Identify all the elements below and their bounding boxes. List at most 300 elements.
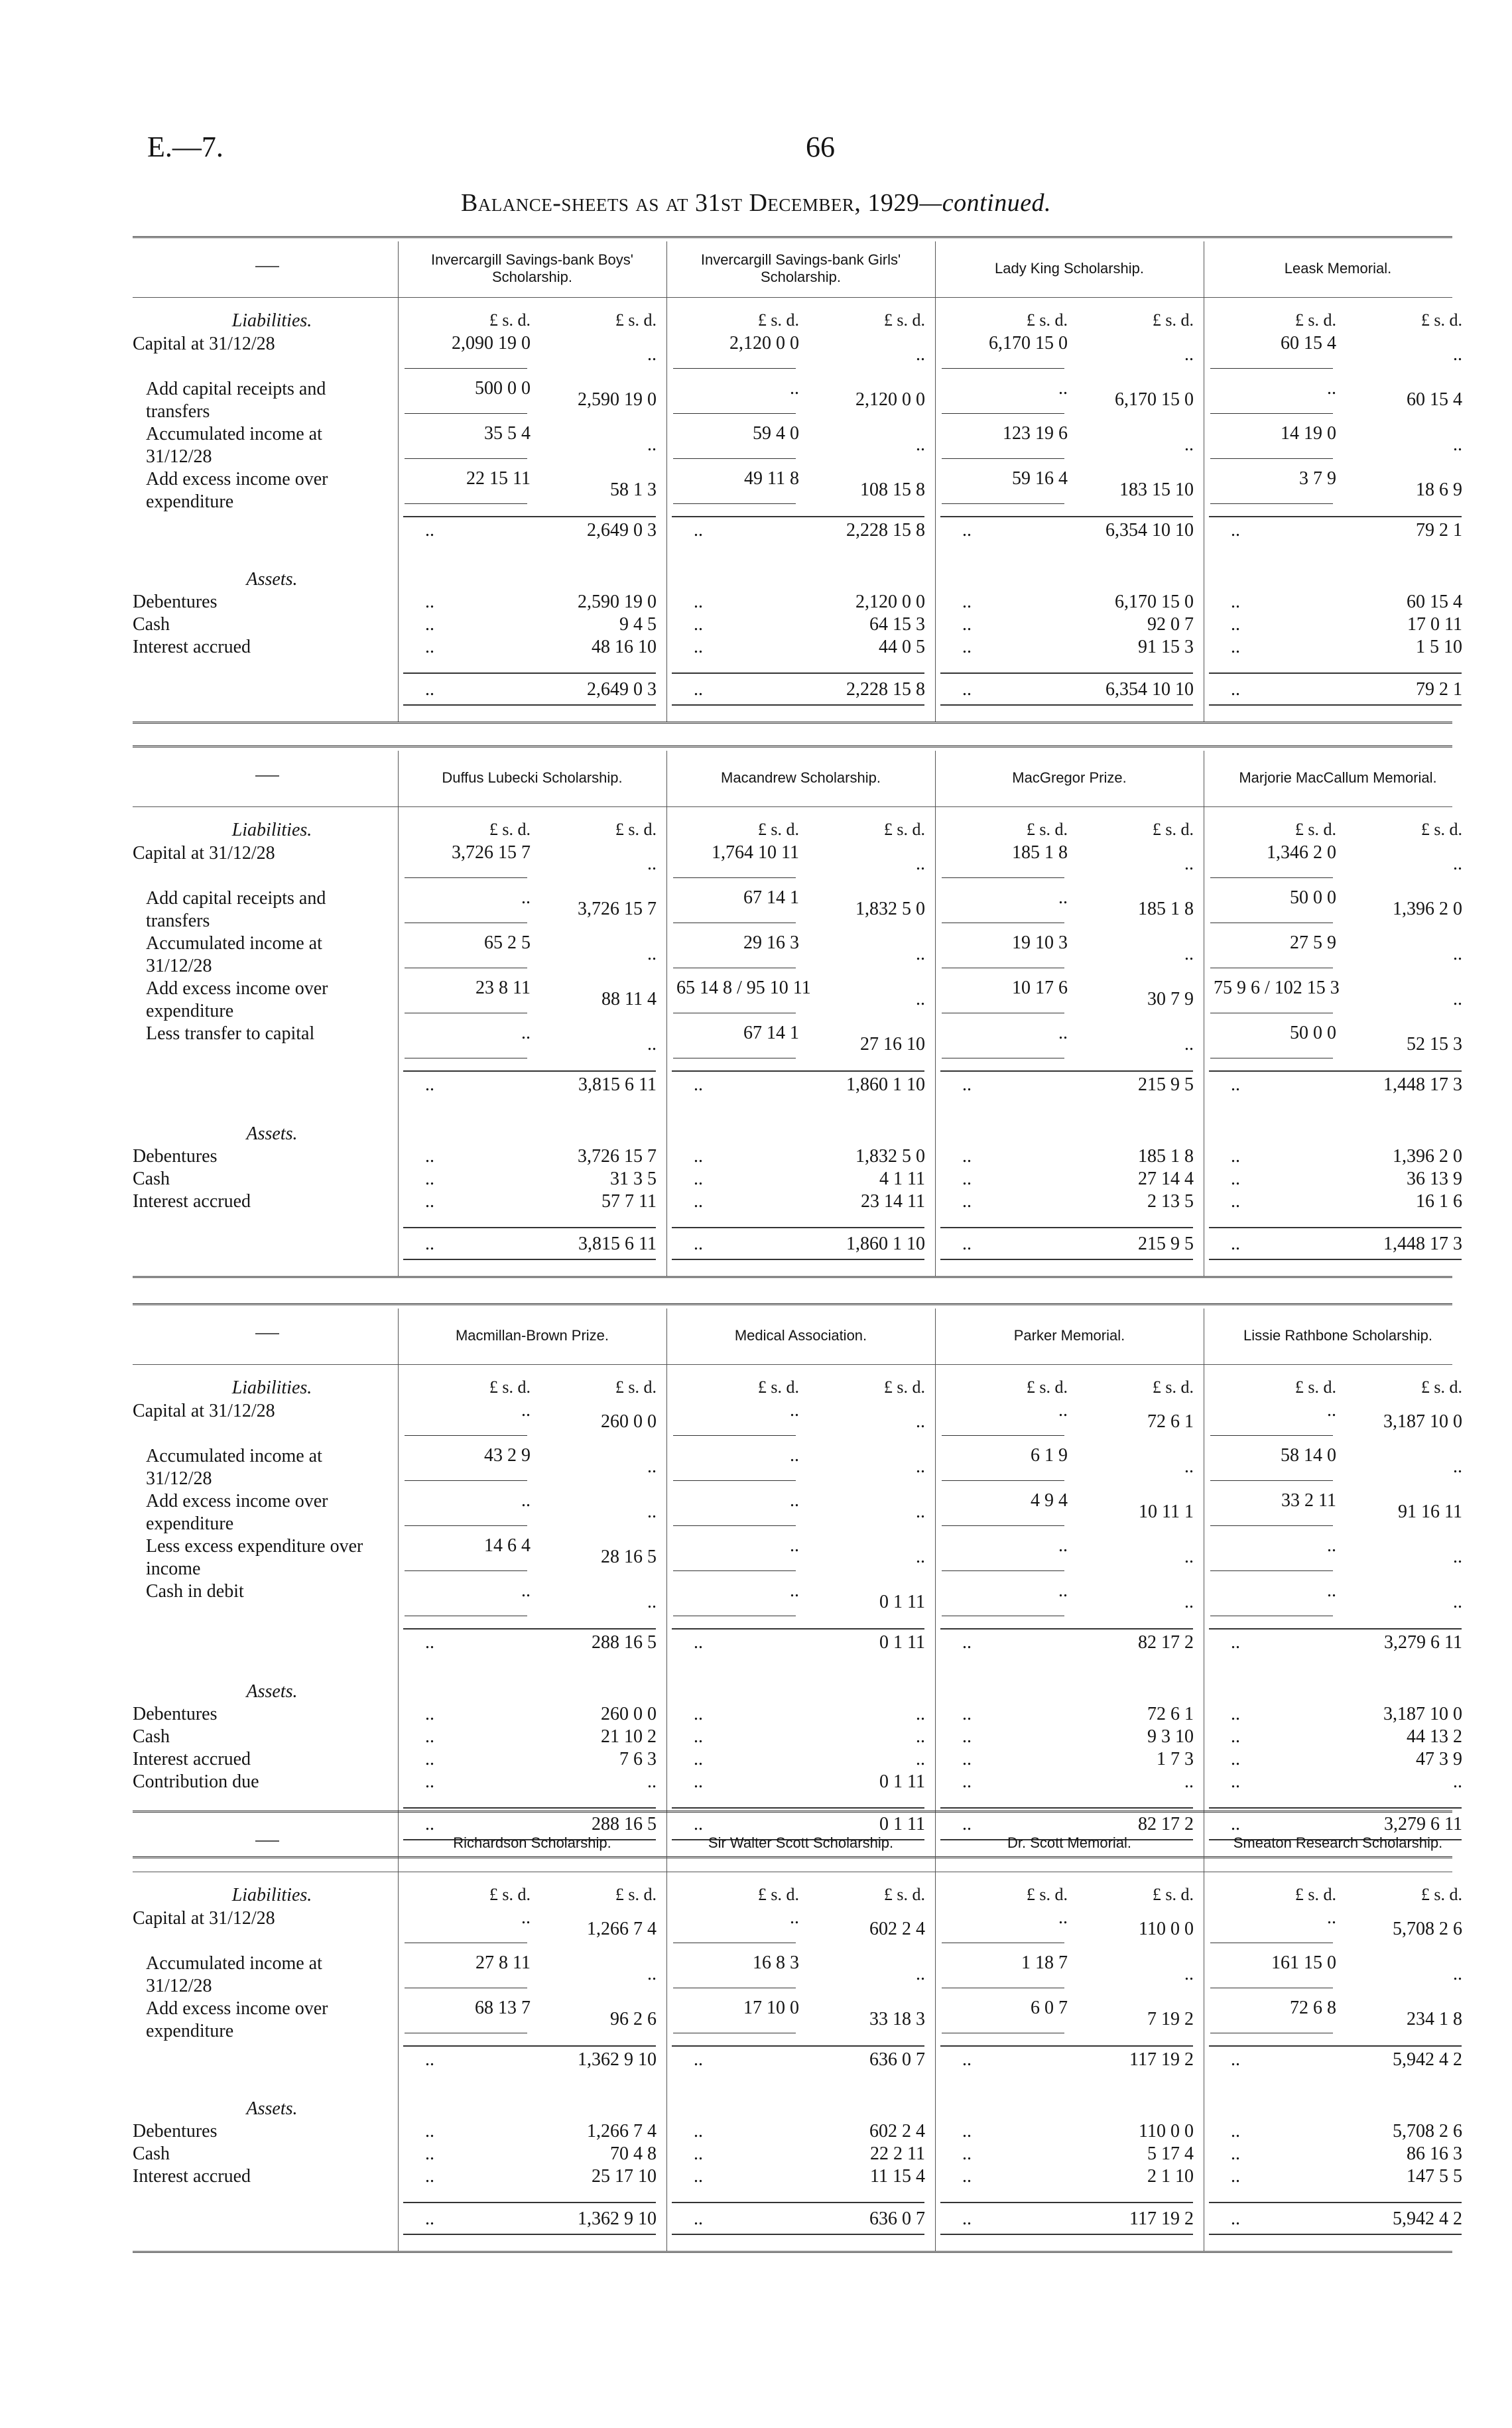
liability-value: 10 11 1 <box>1139 1502 1194 1522</box>
asset-value: 22 2 11 <box>870 2143 925 2164</box>
liability-label: Add excess income over expenditure <box>146 469 328 512</box>
total-bottom-rule <box>940 704 1193 706</box>
asset-dots: .. <box>1231 1191 1240 1212</box>
total-dots: .. <box>694 1814 703 1834</box>
liability-value: 17 10 0 <box>743 1998 799 2018</box>
total-bottom-rule <box>1209 1259 1462 1260</box>
asset-label: Cash <box>133 1726 170 1747</box>
liability-value: .. <box>647 944 657 964</box>
asset-value: 57 7 11 <box>601 1191 657 1212</box>
liability-value: .. <box>1327 1580 1336 1601</box>
column-header: Sir Walter Scott Scholarship. <box>708 1834 894 1851</box>
subtotal-rule <box>1210 1435 1333 1436</box>
asset-total: 117 19 2 <box>1129 2208 1194 2229</box>
liability-value: 183 15 10 <box>1119 479 1194 500</box>
asset-dots: .. <box>962 1749 972 1769</box>
liability-value: 14 6 4 <box>484 1535 531 1556</box>
asset-total: 1,448 17 3 <box>1383 1234 1462 1254</box>
unit-header: £ s. d. <box>1294 820 1336 839</box>
liability-label: Accumulated income at 31/12/28 <box>146 1953 322 1996</box>
total-rule <box>940 1070 1193 1072</box>
asset-value: 3,726 15 7 <box>578 1146 657 1167</box>
column-header: Macmillan-Brown Prize. <box>455 1326 609 1344</box>
total-bottom-rule <box>672 1259 924 1260</box>
asset-dots: .. <box>425 1191 434 1212</box>
total-rule <box>940 2202 1193 2203</box>
header-dash <box>255 266 279 267</box>
liabilities-heading: Liabilities. <box>231 1377 312 1398</box>
liability-value: .. <box>790 1907 799 1928</box>
liability-value: 19 10 3 <box>1012 932 1068 953</box>
asset-total: 215 9 5 <box>1138 1234 1194 1254</box>
liability-value: 1,266 7 4 <box>587 1919 657 1939</box>
asset-dots: .. <box>425 1146 434 1167</box>
asset-value: 0 1 11 <box>879 1771 925 1792</box>
liability-total: 79 2 1 <box>1416 520 1462 541</box>
asset-dots: .. <box>694 637 703 657</box>
column-separator <box>398 1309 399 1856</box>
asset-dots: .. <box>425 1771 434 1792</box>
unit-header: £ s. d. <box>1420 310 1462 330</box>
liability-value: .. <box>1058 887 1068 908</box>
asset-total: 3,815 6 11 <box>578 1234 657 1254</box>
liability-value: .. <box>1453 944 1462 964</box>
unit-header: £ s. d. <box>1152 820 1194 839</box>
total-dots: .. <box>694 1234 703 1254</box>
unit-header: £ s. d. <box>757 1377 799 1397</box>
unit-header: £ s. d. <box>1420 820 1462 839</box>
asset-label: Cash <box>133 614 170 635</box>
liability-value: .. <box>521 1907 531 1928</box>
subtotal-rule <box>942 413 1064 414</box>
asset-dots: .. <box>694 1146 703 1167</box>
liabilities-heading: Liabilities. <box>231 310 312 331</box>
liability-value: 29 16 3 <box>743 932 799 953</box>
column-separator <box>935 1309 936 1856</box>
asset-total: 1,860 1 10 <box>846 1234 925 1254</box>
unit-header: £ s. d. <box>489 820 531 839</box>
total-bottom-rule <box>672 2234 924 2235</box>
asset-total: 79 2 1 <box>1416 679 1462 700</box>
liability-value: 65 14 8 / 95 10 11 <box>676 978 811 998</box>
liability-value: .. <box>1453 989 1462 1009</box>
total-rule <box>940 2045 1193 2047</box>
column-separator <box>398 1816 399 2251</box>
unit-header: £ s. d. <box>1294 1885 1336 1904</box>
asset-value: 11 15 4 <box>870 2166 925 2187</box>
liability-value: .. <box>1453 1592 1462 1612</box>
asset-value: 5 17 4 <box>1147 2143 1194 2164</box>
column-header: Smeaton Research Scholarship. <box>1233 1834 1443 1851</box>
subtotal-rule <box>1210 458 1333 459</box>
liability-label: Cash in debit <box>146 1581 244 1602</box>
total-rule <box>940 1628 1193 1629</box>
asset-label: Interest accrued <box>133 1191 251 1212</box>
subtotal-rule <box>673 458 796 459</box>
asset-label: Interest accrued <box>133 1749 251 1769</box>
liability-value: 1,346 2 0 <box>1267 842 1336 863</box>
liability-value: .. <box>1184 344 1194 365</box>
liability-value: 6 0 7 <box>1031 1998 1068 2018</box>
asset-dots: .. <box>962 592 972 612</box>
liability-total: 3,279 6 11 <box>1384 1632 1462 1653</box>
liability-value: 1 18 7 <box>1021 1952 1068 1973</box>
asset-value: 64 15 3 <box>869 614 925 635</box>
total-rule <box>403 1807 656 1809</box>
asset-value: 70 4 8 <box>610 2143 657 2164</box>
asset-dots: .. <box>425 1169 434 1189</box>
liability-total: 5,942 4 2 <box>1393 2049 1462 2070</box>
subtotal-rule <box>673 368 796 369</box>
liability-value: .. <box>790 1535 799 1556</box>
asset-value: 3,187 10 0 <box>1383 1704 1462 1724</box>
subtotal-rule <box>405 1435 527 1436</box>
total-bottom-rule <box>1209 704 1462 706</box>
column-separator <box>935 751 936 1276</box>
unit-header: £ s. d. <box>615 1885 657 1904</box>
liability-value: .. <box>790 1445 799 1466</box>
liability-value: 68 13 7 <box>475 1998 531 2018</box>
liability-value: 58 1 3 <box>610 479 657 500</box>
liability-value: 1,764 10 11 <box>712 842 799 863</box>
header-bottom-rule <box>133 297 1452 298</box>
title-suffix: —continued. <box>919 189 1052 217</box>
total-rule <box>672 1070 924 1072</box>
liability-value: .. <box>647 1034 657 1054</box>
subtotal-rule <box>405 503 527 504</box>
asset-value: .. <box>1184 1771 1194 1792</box>
liability-label: Add excess income over expenditure <box>146 978 328 1021</box>
total-rule <box>403 672 656 674</box>
asset-value: 48 16 10 <box>592 637 657 657</box>
bottom-rule <box>133 1276 1452 1281</box>
liability-value: 3,726 15 7 <box>452 842 531 863</box>
column-header: Richardson Scholarship. <box>453 1834 611 1851</box>
unit-header: £ s. d. <box>1152 310 1194 330</box>
column-separator <box>666 1816 667 2251</box>
total-rule <box>940 516 1193 517</box>
subtotal-rule <box>942 458 1064 459</box>
liability-value: 161 15 0 <box>1271 1952 1336 1973</box>
subtotal-rule <box>405 458 527 459</box>
bottom-rule <box>133 2251 1452 2256</box>
subtotal-rule <box>673 1435 796 1436</box>
liability-value: .. <box>1453 854 1462 874</box>
asset-total: 5,942 4 2 <box>1393 2208 1462 2229</box>
liabilities-heading: Liabilities. <box>231 1885 312 1905</box>
liability-value: .. <box>1327 378 1336 399</box>
asset-value: 1,266 7 4 <box>587 2121 657 2141</box>
subtotal-rule <box>673 1480 796 1481</box>
unit-header: £ s. d. <box>757 820 799 839</box>
liability-total: 288 16 5 <box>592 1632 657 1653</box>
subtotal-rule <box>1210 1570 1333 1571</box>
unit-header: £ s. d. <box>489 310 531 330</box>
liability-value: 50 0 0 <box>1290 887 1336 908</box>
liability-value: 3 7 9 <box>1299 468 1336 489</box>
unit-header: £ s. d. <box>1026 820 1068 839</box>
column-separator <box>935 241 936 722</box>
total-bottom-rule <box>940 1259 1193 1260</box>
liability-value: .. <box>1453 1456 1462 1477</box>
liability-value: 60 15 4 <box>1407 389 1462 410</box>
column-header: Marjorie MacCallum Memorial. <box>1239 769 1437 786</box>
column-header: Dr. Scott Memorial. <box>1007 1834 1132 1851</box>
assets-heading: Assets. <box>246 1681 298 1702</box>
column-separator <box>666 1309 667 1856</box>
total-dots: .. <box>425 1632 434 1653</box>
liability-value: .. <box>521 1580 531 1601</box>
liability-value: .. <box>1184 1964 1194 1984</box>
liability-value: .. <box>647 1964 657 1984</box>
total-dots: .. <box>962 1234 972 1254</box>
asset-value: 4 1 11 <box>879 1169 925 1189</box>
liability-value: 52 15 3 <box>1407 1034 1462 1054</box>
asset-dots: .. <box>694 2121 703 2141</box>
asset-total: 2,228 15 8 <box>846 679 925 700</box>
subtotal-rule <box>1210 877 1333 878</box>
total-dots: .. <box>694 520 703 541</box>
total-dots: .. <box>962 1814 972 1834</box>
liability-value: 72 6 8 <box>1290 1998 1336 2018</box>
asset-value: 5,708 2 6 <box>1393 2121 1462 2141</box>
liability-value: .. <box>916 1502 925 1522</box>
liability-value: .. <box>647 434 657 455</box>
asset-value: 60 15 4 <box>1407 592 1462 612</box>
unit-header: £ s. d. <box>1294 1377 1336 1397</box>
liability-value: 500 0 0 <box>475 378 531 399</box>
subtotal-rule <box>942 1570 1064 1571</box>
asset-value: 25 17 10 <box>592 2166 657 2187</box>
column-separator <box>398 751 399 1276</box>
liability-value: .. <box>790 1490 799 1511</box>
liability-value: 67 14 1 <box>743 887 799 908</box>
liability-value: .. <box>647 1456 657 1477</box>
liability-value: .. <box>521 1023 531 1043</box>
unit-header: £ s. d. <box>1026 310 1068 330</box>
liability-label: Less transfer to capital <box>146 1023 315 1044</box>
liability-total: 215 9 5 <box>1138 1074 1194 1095</box>
liability-value: .. <box>1327 1400 1336 1421</box>
liability-value: 27 5 9 <box>1290 932 1336 953</box>
asset-dots: .. <box>962 2166 972 2187</box>
asset-value: 36 13 9 <box>1407 1169 1462 1189</box>
liability-value: 28 16 5 <box>601 1547 657 1567</box>
liability-value: 6 1 9 <box>1031 1445 1068 1466</box>
liability-total: 636 0 7 <box>869 2049 925 2070</box>
asset-dots: .. <box>962 1771 972 1792</box>
total-dots: .. <box>694 2208 703 2229</box>
total-rule <box>672 2202 924 2203</box>
total-rule <box>940 1807 1193 1809</box>
liability-value: .. <box>1453 434 1462 455</box>
top-rule <box>133 745 1452 750</box>
total-bottom-rule <box>672 704 924 706</box>
asset-total: 288 16 5 <box>592 1814 657 1834</box>
asset-total: 636 0 7 <box>869 2208 925 2229</box>
top-rule <box>133 236 1452 241</box>
liability-value: 3,726 15 7 <box>578 899 657 919</box>
unit-header: £ s. d. <box>1420 1885 1462 1904</box>
asset-dots: .. <box>962 637 972 657</box>
asset-dots: .. <box>1231 592 1240 612</box>
unit-header: £ s. d. <box>883 820 925 839</box>
liability-total: 2,228 15 8 <box>846 520 925 541</box>
total-bottom-rule <box>1209 2234 1462 2235</box>
liability-value: .. <box>1058 378 1068 399</box>
liability-value: .. <box>521 887 531 908</box>
total-dots: .. <box>425 1074 434 1095</box>
liability-value: .. <box>916 1547 925 1567</box>
asset-dots: .. <box>425 1726 434 1747</box>
liability-value: .. <box>1058 1400 1068 1421</box>
liability-value: 65 2 5 <box>484 932 531 953</box>
total-dots: .. <box>962 679 972 700</box>
liability-value: 260 0 0 <box>601 1411 657 1432</box>
asset-dots: .. <box>962 2121 972 2141</box>
asset-dots: .. <box>694 2166 703 2187</box>
total-bottom-rule <box>403 1259 656 1260</box>
subtotal-rule <box>673 877 796 878</box>
asset-dots: .. <box>962 614 972 635</box>
asset-label: Cash <box>133 2143 170 2164</box>
header-dash <box>255 1333 279 1334</box>
asset-value: 91 15 3 <box>1138 637 1194 657</box>
liability-value: 7 19 2 <box>1147 2009 1194 2029</box>
asset-value: 92 0 7 <box>1147 614 1194 635</box>
subtotal-rule <box>405 368 527 369</box>
column-separator <box>666 241 667 722</box>
total-dots: .. <box>962 2049 972 2070</box>
total-dots: .. <box>1231 1234 1240 1254</box>
asset-dots: .. <box>425 2121 434 2141</box>
liability-total: 1,362 9 10 <box>578 2049 657 2070</box>
subtotal-rule <box>1210 368 1333 369</box>
total-rule <box>672 672 924 674</box>
liability-value: 110 0 0 <box>1139 1919 1194 1939</box>
liability-value: 23 8 11 <box>475 978 531 998</box>
unit-header: £ s. d. <box>757 1885 799 1904</box>
liability-value: .. <box>790 1580 799 1601</box>
asset-dots: .. <box>694 1749 703 1769</box>
subtotal-rule <box>673 1570 796 1571</box>
liability-total: 82 17 2 <box>1138 1632 1194 1653</box>
asset-value: .. <box>916 1704 925 1724</box>
total-dots: .. <box>962 1632 972 1653</box>
liability-label: Add excess income over expenditure <box>146 1491 328 1534</box>
liability-value: 2,090 19 0 <box>452 333 531 353</box>
liability-value: .. <box>1058 1580 1068 1601</box>
liability-total: 6,354 10 10 <box>1105 520 1194 541</box>
liability-label: Capital at 31/12/28 <box>133 843 275 863</box>
unit-header: £ s. d. <box>883 1377 925 1397</box>
total-dots: .. <box>1231 1632 1240 1653</box>
page-code: E.—7. <box>147 131 223 163</box>
unit-header: £ s. d. <box>615 310 657 330</box>
asset-label: Cash <box>133 1169 170 1189</box>
liability-value: .. <box>790 378 799 399</box>
liability-value: 67 14 1 <box>743 1023 799 1043</box>
total-dots: .. <box>425 1814 434 1834</box>
liability-label: Add capital receipts and transfers <box>146 888 326 931</box>
liability-value: 10 17 6 <box>1012 978 1068 998</box>
liability-label: Accumulated income at 31/12/28 <box>146 933 322 976</box>
asset-label: Debentures <box>133 1704 218 1724</box>
assets-heading: Assets. <box>246 2098 298 2119</box>
subtotal-rule <box>942 1480 1064 1481</box>
liability-value: .. <box>790 1400 799 1421</box>
total-rule <box>672 1628 924 1629</box>
asset-dots: .. <box>425 1704 434 1724</box>
asset-dots: .. <box>1231 1771 1240 1792</box>
asset-dots: .. <box>962 1726 972 1747</box>
subtotal-rule <box>405 1570 527 1571</box>
title-lead: Balance-sheets as at 31st December, 1929 <box>460 189 920 217</box>
column-header: Invercargill Savings-bank Boys' Scholarship. <box>430 251 633 285</box>
liability-value: .. <box>1184 1592 1194 1612</box>
liability-value: 18 6 9 <box>1416 479 1462 500</box>
asset-value: 185 1 8 <box>1138 1146 1194 1167</box>
liability-label: Accumulated income at 31/12/28 <box>146 1446 322 1489</box>
asset-dots: .. <box>425 1749 434 1769</box>
liability-value: 234 1 8 <box>1407 2009 1462 2029</box>
page-title <box>0 188 1512 218</box>
top-rule <box>133 1303 1452 1308</box>
asset-dots: .. <box>694 2143 703 2164</box>
subtotal-rule <box>1210 503 1333 504</box>
liability-value: .. <box>1058 1907 1068 1928</box>
asset-total: 3,279 6 11 <box>1384 1814 1462 1834</box>
asset-label: Debentures <box>133 1146 218 1167</box>
liability-value: .. <box>647 344 657 365</box>
header-bottom-rule <box>133 1364 1452 1365</box>
column-header: Macandrew Scholarship. <box>721 769 881 786</box>
subtotal-rule <box>1210 1480 1333 1481</box>
total-bottom-rule <box>403 704 656 706</box>
total-dots: .. <box>1231 2049 1240 2070</box>
asset-dots: .. <box>962 1146 972 1167</box>
asset-dots: .. <box>694 1704 703 1724</box>
total-dots: .. <box>1231 679 1240 700</box>
total-rule <box>1209 516 1462 517</box>
liability-total: 1,860 1 10 <box>846 1074 925 1095</box>
unit-header: £ s. d. <box>757 310 799 330</box>
asset-dots: .. <box>1231 1146 1240 1167</box>
total-rule <box>1209 1807 1462 1809</box>
subtotal-rule <box>1210 1525 1333 1526</box>
liability-value: 602 2 4 <box>869 1919 925 1939</box>
asset-dots: .. <box>1231 637 1240 657</box>
asset-dots: .. <box>694 592 703 612</box>
liability-value: 50 0 0 <box>1290 1023 1336 1043</box>
column-header: Duffus Lubecki Scholarship. <box>442 769 623 786</box>
subtotal-rule <box>942 877 1064 878</box>
liability-label: Capital at 31/12/28 <box>133 334 275 354</box>
page-number: 66 <box>806 131 835 163</box>
asset-value: 1 5 10 <box>1416 637 1462 657</box>
total-dots: .. <box>425 2049 434 2070</box>
liability-value: 3,187 10 0 <box>1383 1411 1462 1432</box>
liability-value: 96 2 6 <box>610 2009 657 2029</box>
asset-dots: .. <box>1231 1726 1240 1747</box>
subtotal-rule <box>405 1525 527 1526</box>
asset-value: 86 16 3 <box>1407 2143 1462 2164</box>
total-dots: .. <box>694 679 703 700</box>
total-bottom-rule <box>940 2234 1193 2235</box>
column-separator <box>666 751 667 1276</box>
liability-value: 35 5 4 <box>484 423 531 444</box>
total-rule <box>940 672 1193 674</box>
